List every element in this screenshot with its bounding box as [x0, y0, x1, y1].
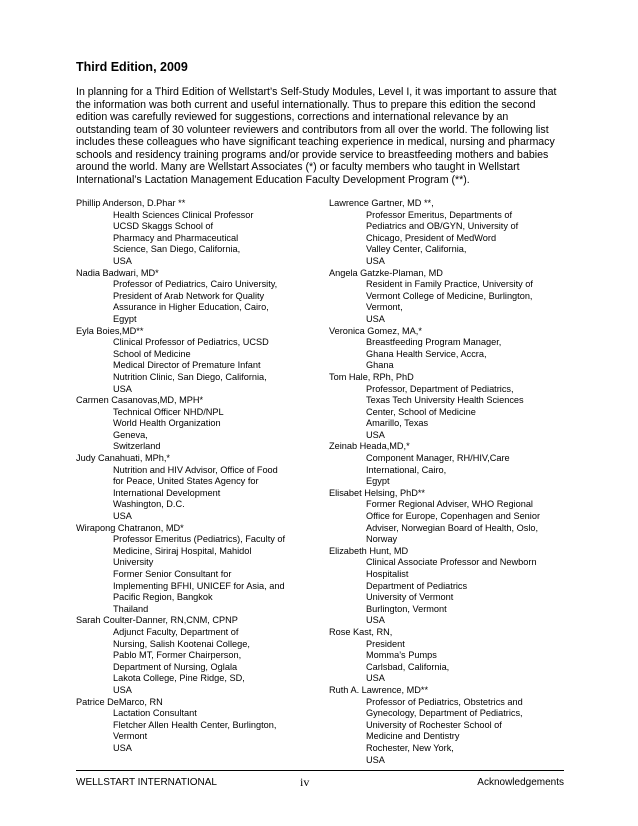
contributor-affiliation-line: Pacific Region, Bangkok [113, 592, 213, 603]
contributor-affiliation-line: for Peace, United States Agency for [113, 476, 259, 487]
contributor-affiliation-line: Egypt [366, 476, 390, 487]
contributor-affiliation-line: Professor Emeritus, Departments of [366, 209, 513, 220]
contributor-affiliation-line: Momma’s Pumps [366, 650, 437, 661]
contributor-entry [329, 627, 569, 685]
contributor-affiliation-line: Hospitalist [366, 569, 409, 579]
contributor-affiliation-line: Pablo MT, Former Chairperson, [113, 650, 242, 661]
contributor-name: Judy Canahuati, MPh,* [76, 453, 170, 464]
contributor-name: Phillip Anderson, D.Phar ** [76, 198, 186, 208]
contributor-name: Angela Gatzke-Plaman, MD [329, 267, 443, 278]
contributor-affiliation-line: Geneva, [113, 429, 148, 440]
contributor-entry [329, 441, 569, 487]
contributor-name: Veronica Gomez, MA,* [329, 325, 422, 336]
contributor-affiliation-line: Clinical Associate Professor and Newborn [366, 557, 537, 568]
contributor-affiliation-line: Egypt [113, 313, 137, 324]
contributor-name: Sarah Coulter-Danner, RN,CNM, CPNP [76, 615, 238, 626]
contributor-affiliation-line: Professor of Pediatrics, Cairo University, [113, 279, 278, 290]
contributor-affiliation-line: Valley Center, California, [366, 244, 467, 255]
contributor-affiliation-line: Medicine, Siriraj Hospital, Mahidol [113, 545, 252, 556]
contributor-affiliation-line: Texas Tech University Health Sciences [366, 395, 524, 406]
contributor-entry [76, 395, 316, 453]
contributor-entry [329, 268, 569, 326]
contributor-affiliation-line: Health Sciences Clinical Professor [113, 209, 254, 220]
section-title: Third Edition, 2009 [76, 60, 188, 74]
intro-paragraph: In planning for a Third Edition of Wellstart’s Self-Study Modules, Level I, it was important to assure that the information was both current and useful internationally. Thus to prepare this edition the second edition was carefully reviewed for suggestions, corrections and international relevance by an outstanding team of 30 volunteer reviewers and contributors from all over the world. The following list includes these colleagues who have significant teaching experience in medical, nursing and pharmacy schools and residency training programs and/or provide service to breastfeeding mothers and babies around the world. Many are Wellstart Associates (*) or faculty members who taught in Wellstart International’s Lactation Management Education Faculty Development Program (**). [76, 86, 557, 186]
contributor-affiliation-line: University [113, 557, 154, 568]
contributor-affiliation-line: Professor of Pediatrics, Obstetrics and [366, 696, 523, 707]
contributor-affiliation-line: President of Arab Network for Quality [113, 290, 265, 301]
contributor-affiliation-line: Norway [366, 534, 398, 545]
contributor-affiliation-line: School of Medicine [113, 348, 191, 359]
contributor-affiliation-line: Component Manager, RH/HIV,Care [366, 453, 510, 464]
contributor-affiliation-line: Professor Emeritus (Pediatrics), Faculty of [113, 534, 286, 545]
contributor-affiliation-line: Lactation Consultant [113, 708, 197, 719]
contributor-name: Carmen Casanovas,MD, MPH* [76, 395, 204, 406]
contributor-affiliation-line: Office for Europe, Copenhagen and Senior [366, 511, 541, 522]
contributor-entry [329, 488, 569, 546]
contributor-name: Rose Kast, RN, [329, 626, 393, 637]
contributor-affiliation-line: Former Regional Adviser, WHO Regional [366, 499, 533, 510]
contributor-name: Tom Hale, RPh, PhD [329, 371, 414, 382]
contributor-entry [76, 198, 316, 268]
footer-organization: WELLSTART INTERNATIONAL [76, 777, 217, 788]
contributor-name: Wirapong Chatranon, MD* [76, 522, 184, 533]
contributor-affiliation-line: Thailand [113, 603, 149, 614]
contributor-entry [76, 523, 316, 616]
contributor-affiliation-line: International Development [113, 487, 221, 498]
contributor-affiliation-line: Nutrition and HIV Advisor, Office of Food [113, 464, 278, 475]
contributor-affiliation-line: Technical Officer NHD/NPL [113, 406, 224, 417]
contributor-affiliation-line: Assurance in Higher Education, Cairo, [113, 302, 269, 313]
contributor-name: Nadia Badwari, MD* [76, 267, 159, 278]
footer-page-number: iv [300, 775, 310, 789]
contributor-entry [329, 198, 569, 268]
contributor-affiliation-line: World Health Organization [113, 418, 221, 429]
contributor-affiliation-line: Medical Director of Premature Infant [113, 360, 261, 371]
contributor-entry [76, 326, 316, 396]
contributor-affiliation-line: USA [366, 255, 385, 266]
contributor-affiliation-line: Medicine and Dentistry [366, 731, 460, 742]
contributor-affiliation-line: USA [113, 742, 132, 753]
contributor-affiliation-line: Science, San Diego, California, [113, 244, 241, 255]
contributor-affiliation-line: Professor, Department of Pediatrics, [366, 383, 514, 394]
contributor-name: Elisabet Helsing, PhD** [329, 487, 426, 498]
contributor-affiliation-line: USA [113, 511, 132, 522]
contributor-affiliation-line: Burlington, Vermont [366, 603, 447, 614]
contributor-affiliation-line: Ghana Health Service, Accra, [366, 348, 487, 359]
contributor-affiliation-line: Adviser, Norwegian Board of Health, Oslo, [366, 522, 539, 533]
footer-divider [76, 770, 564, 771]
contributor-affiliation-line: Gynecology, Department of Pediatrics, [366, 708, 523, 719]
contributor-entry [329, 372, 569, 442]
contributor-name: Zeinab Heada,MD,* [329, 441, 410, 452]
contributor-affiliation-line: President [366, 638, 405, 649]
contributor-affiliation-line: USA [366, 673, 385, 684]
contributor-affiliation-line: Resident in Family Practice, University of [366, 279, 533, 290]
contributor-affiliation-line: USA [113, 684, 132, 695]
contributor-affiliation-line: Pediatrics and OB/GYN, University of [366, 221, 519, 232]
contributor-affiliation-line: Nutrition Clinic, San Diego, California, [113, 371, 267, 382]
contributor-affiliation-line: University of Vermont [366, 592, 454, 603]
contributor-affiliation-line: Carlsbad, California, [366, 661, 450, 672]
contributor-affiliation-line: USA [366, 313, 385, 324]
contributor-affiliation-line: Vermont College of Medicine, Burlington, [366, 290, 533, 301]
contributor-affiliation-line: Chicago, President of MedWord [366, 232, 497, 243]
contributor-affiliation-line: UCSD Skaggs School of [113, 221, 214, 232]
contributor-affiliation-line: USA [366, 754, 385, 765]
footer-section-name: Acknowledgements [477, 777, 564, 788]
contributor-name: Lawrence Gartner, MD **, [329, 198, 434, 208]
contributor-affiliation-line: USA [366, 615, 385, 626]
contributor-affiliation-line: Clinical Professor of Pediatrics, UCSD [113, 337, 269, 348]
contributor-entry [76, 268, 316, 326]
contributor-affiliation-line: Amarillo, Texas [366, 418, 429, 429]
contributor-name: Elizabeth Hunt, MD [329, 545, 409, 556]
contributor-affiliation-line: Adjunct Faculty, Department of [113, 626, 239, 637]
contributor-affiliation-line: Pharmacy and Pharmaceutical [113, 232, 239, 243]
contributor-entry [76, 615, 316, 696]
contributor-affiliation-line: Implementing BFHI, UNICEF for Asia, and [113, 580, 285, 591]
contributor-affiliation-line: Lakota College, Pine Ridge, SD, [113, 673, 245, 684]
contributor-entry [76, 453, 316, 523]
contributor-affiliation-line: Department of Nursing, Oglala [113, 661, 238, 672]
contributors-left-column [76, 198, 316, 755]
contributor-affiliation-line: Rochester, New York, [366, 742, 454, 753]
contributor-affiliation-line: International, Cairo, [366, 464, 447, 475]
contributor-entry [329, 326, 569, 372]
contributor-affiliation-line: Fletcher Allen Health Center, Burlington, [113, 719, 277, 730]
contributor-affiliation-line: Washington, D.C. [113, 499, 185, 510]
contributor-affiliation-line: Switzerland [113, 441, 161, 452]
contributor-affiliation-line: USA [113, 255, 132, 266]
contributor-affiliation-line: Former Senior Consultant for [113, 569, 232, 579]
contributor-name: Ruth A. Lawrence, MD** [329, 684, 429, 695]
contributor-affiliation-line: USA [366, 429, 385, 440]
contributor-affiliation-line: Breastfeeding Program Manager, [366, 337, 502, 348]
contributor-entry [76, 697, 316, 755]
contributor-affiliation-line: Vermont, [366, 302, 403, 313]
contributor-affiliation-line: Vermont [113, 731, 148, 742]
contributor-name: Patrice DeMarco, RN [76, 696, 163, 707]
contributors-right-column [329, 198, 569, 766]
contributor-affiliation-line: Department of Pediatrics [366, 580, 468, 591]
contributor-affiliation-line: Nursing, Salish Kootenai College, [113, 638, 250, 649]
contributor-affiliation-line: Ghana [366, 360, 394, 371]
contributor-affiliation-line: USA [113, 383, 132, 394]
contributor-entry [329, 685, 569, 766]
contributor-entry [329, 546, 569, 627]
contributor-name: Eyla Boies,MD** [76, 325, 144, 336]
contributor-affiliation-line: University of Rochester School of [366, 719, 502, 730]
contributor-affiliation-line: Center, School of Medicine [366, 406, 476, 417]
